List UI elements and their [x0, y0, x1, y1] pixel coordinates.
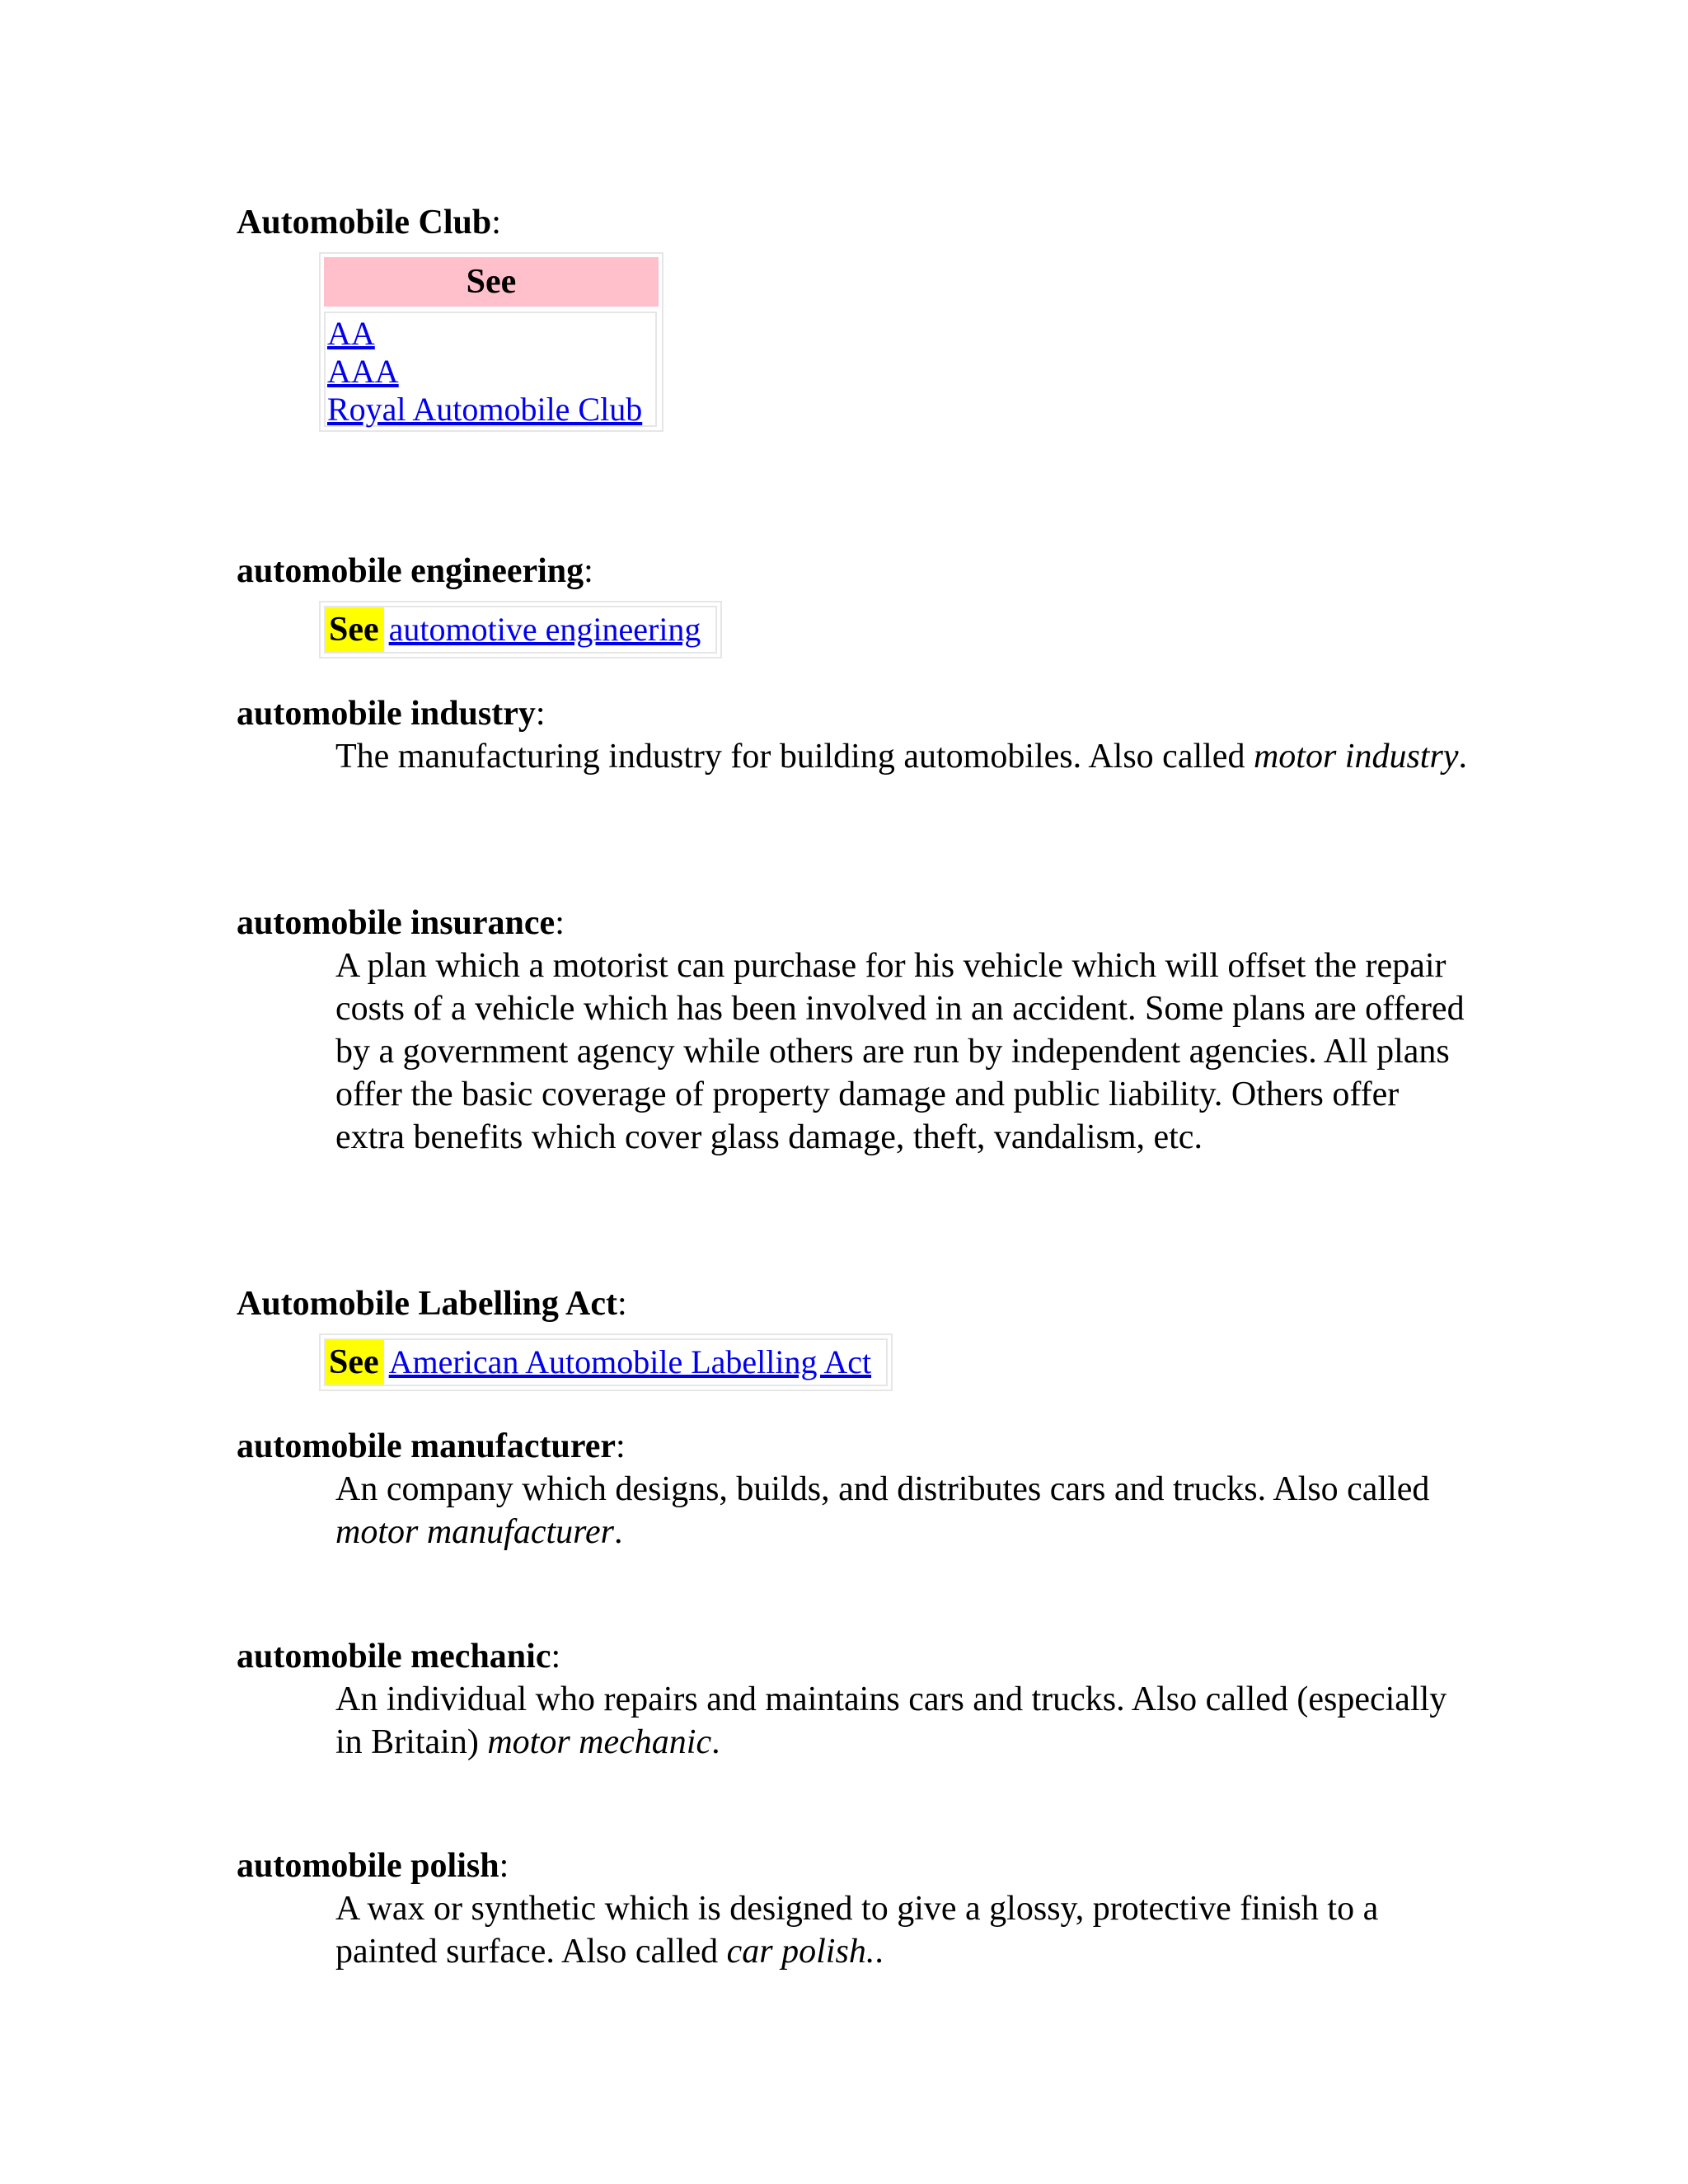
term: automobile mechanic: [237, 1638, 551, 1675]
entry-automobile-mechanic: [237, 1635, 1447, 1761]
entry-automobile-industry: [237, 692, 1467, 776]
term: automobile manufacturer: [237, 1427, 617, 1465]
term: Automobile Club: [237, 204, 492, 241]
definition: [335, 1468, 1473, 1554]
definition-text: The manufacturing industry for building automobiles. Also called: [335, 738, 1254, 776]
definition-alt-term: motor mechanic: [487, 1723, 712, 1761]
link-automotive-engineering[interactable]: automotive engineering: [388, 611, 701, 648]
entry-automobile-polish: [237, 1844, 1379, 1971]
definition-end: .: [613, 1513, 623, 1551]
definition-text: A plan which a motorist can purchase for his vehicle which will offset the repair costs of a vehicle which has been involved in an accident. Some plans are offered by a government agency while others are run by independent agencies. All plans offer the basic coverage of property damage and public liability. Others offer extra benefits which cover glass damage, theft, vandalism, etc.: [335, 947, 1465, 1156]
term: automobile engineering: [237, 552, 584, 590]
colon: :: [491, 204, 501, 241]
definition-alt-term: motor manufacturer: [335, 1513, 614, 1551]
definition-alt-term: motor industry: [1253, 738, 1459, 776]
definition: [335, 1678, 1473, 1764]
see-links-cell: [324, 312, 657, 427]
link-american-automobile-labelling-act[interactable]: American Automobile Labelling Act: [388, 1343, 872, 1380]
term-line: [237, 1844, 509, 1887]
colon: :: [551, 1638, 561, 1675]
see-label: See: [326, 607, 384, 652]
entry-automobile-manufacturer: [237, 1425, 1430, 1551]
definition: [335, 1887, 1473, 1973]
see-header: See: [324, 257, 659, 307]
term-line: [237, 1635, 560, 1678]
term-line: [237, 201, 501, 244]
see-box: [319, 1333, 893, 1391]
definition: [335, 944, 1473, 1159]
definition-alt-term: car polish.: [726, 1933, 875, 1971]
term: Automobile Labelling Act: [237, 1285, 618, 1323]
definition-end: .: [1458, 738, 1467, 776]
entry-automobile-insurance: [237, 902, 1465, 1156]
see-box: [319, 601, 722, 658]
term-line: [237, 692, 546, 735]
colon: :: [616, 1427, 626, 1465]
term: automobile insurance: [237, 904, 556, 942]
link-aaa[interactable]: AAA: [327, 353, 399, 390]
term: automobile polish: [237, 1847, 499, 1885]
definition-end: .: [874, 1933, 884, 1971]
colon: :: [499, 1847, 509, 1885]
see-label: See: [326, 1340, 384, 1385]
colon: :: [535, 695, 546, 733]
definition-text: An individual who repairs and maintains cars and trucks. Also called (especially in Britain): [335, 1680, 1447, 1761]
colon: :: [584, 552, 593, 590]
term: automobile industry: [237, 695, 536, 733]
see-also-table: [319, 252, 663, 432]
definition: [335, 735, 1473, 778]
colon: :: [617, 1285, 627, 1323]
entry-automobile-club: [237, 201, 643, 428]
definition-text: A wax or synthetic which is designed to give a glossy, protective finish to a painted surface. Also called: [335, 1890, 1379, 1971]
link-aa[interactable]: AA: [327, 315, 375, 352]
term-line: [237, 902, 565, 944]
definition-text: An company which designs, builds, and distributes cars and trucks. Also called: [335, 1470, 1430, 1508]
term-line: [237, 1282, 627, 1325]
link-royal-automobile-club[interactable]: Royal Automobile Club: [327, 391, 643, 428]
colon: :: [555, 904, 565, 942]
term-line: [237, 550, 593, 593]
entry-automobile-engineering: [237, 550, 701, 649]
term-line: [237, 1425, 626, 1468]
definition-end: .: [711, 1723, 720, 1761]
entry-automobile-labelling-act: [237, 1282, 872, 1381]
